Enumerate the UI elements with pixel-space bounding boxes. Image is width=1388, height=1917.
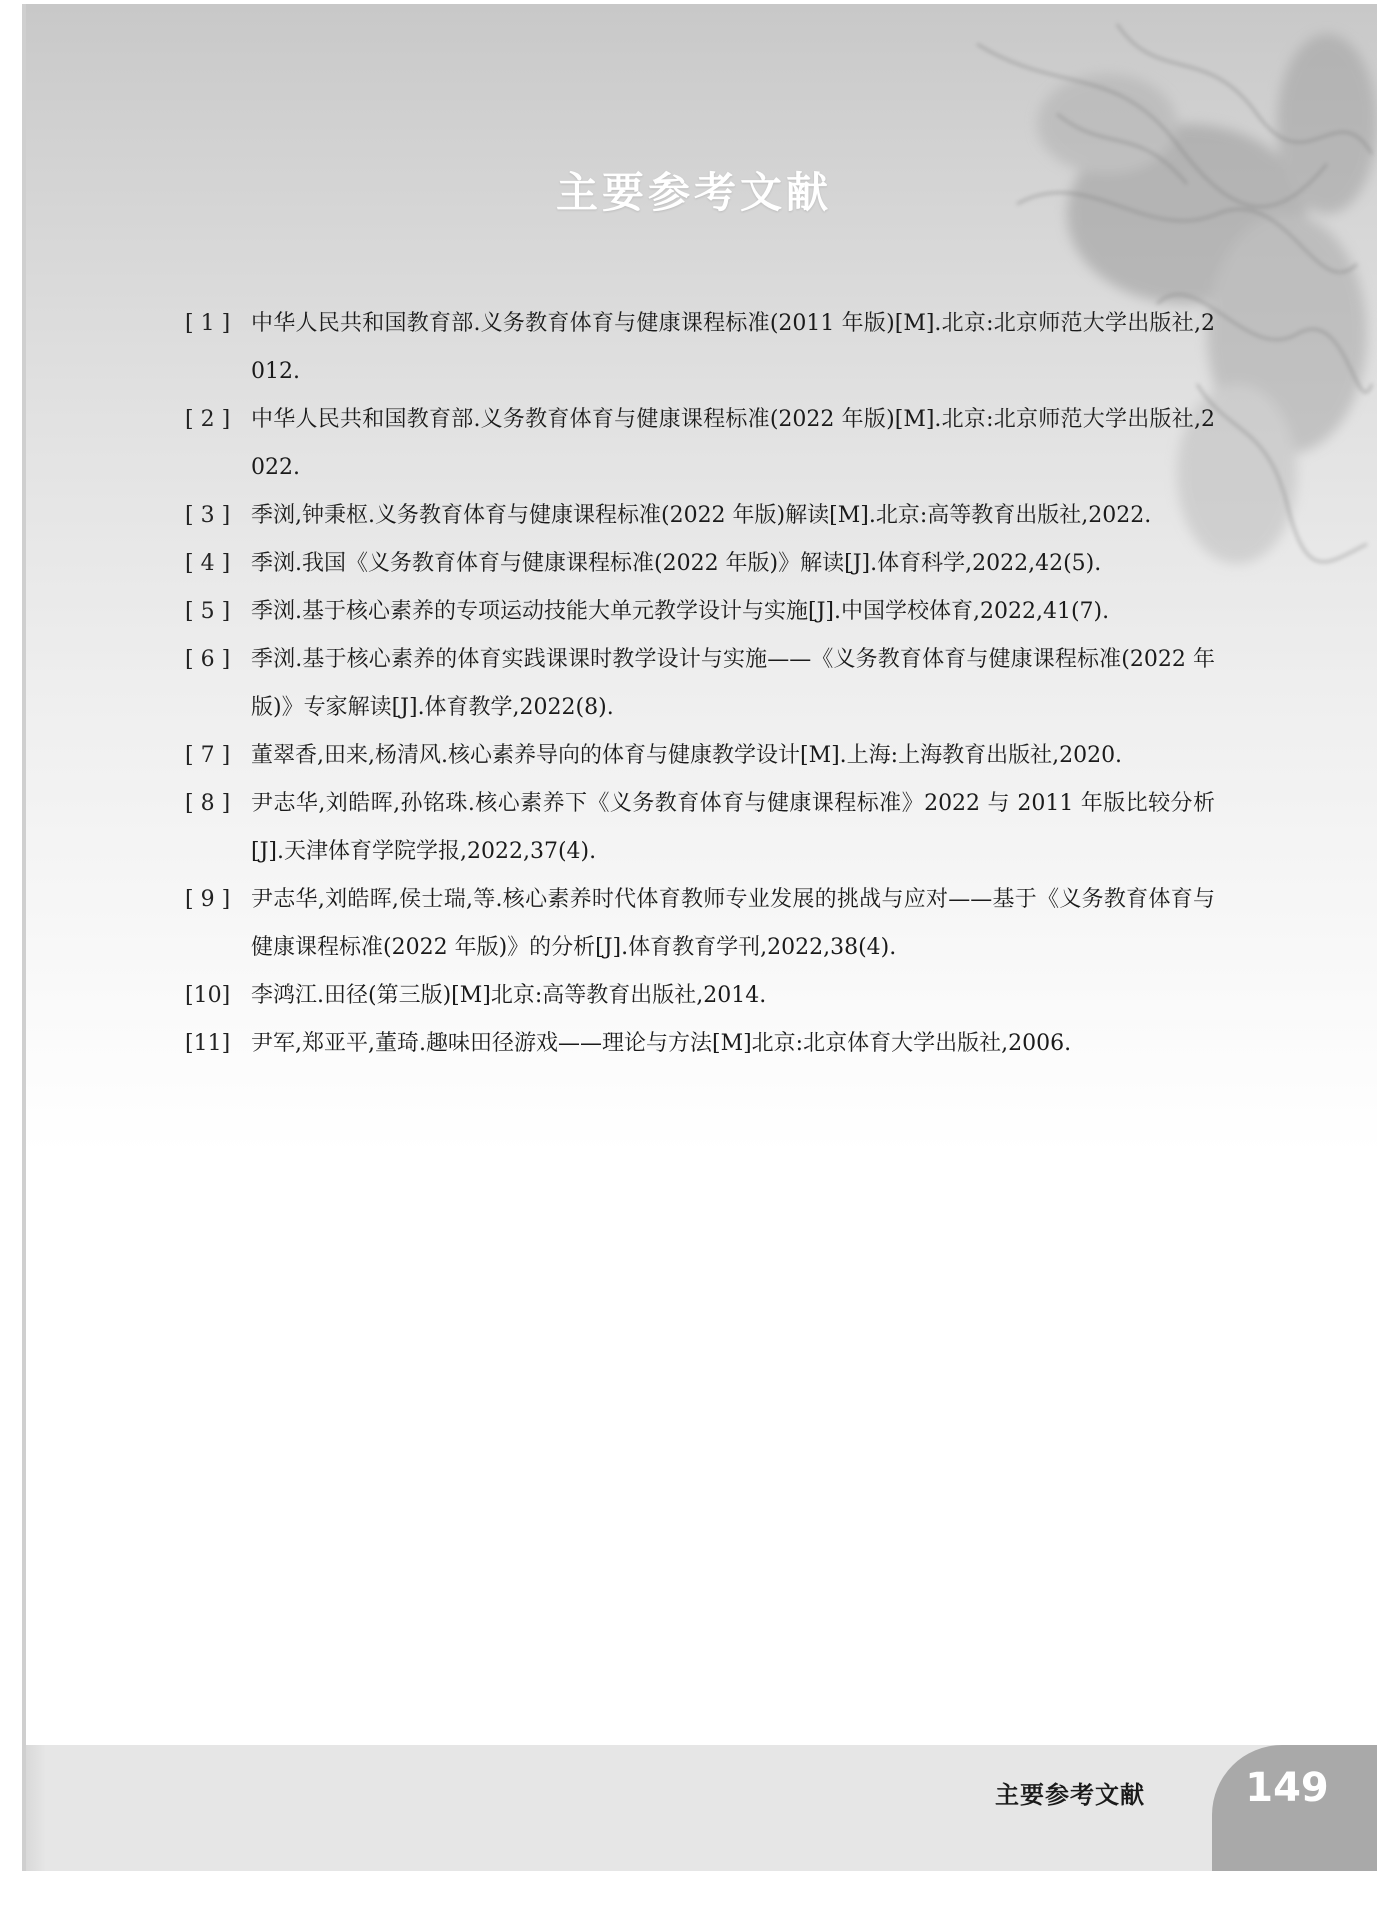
- reference-number: [ 2 ]: [185, 407, 231, 432]
- reference-item: [185, 540, 1215, 588]
- reference-text: 董翠香,田来,杨清风.核心素养导向的体育与健康教学设计[M].上海:上海教育出版社,2020.: [251, 743, 1123, 768]
- reference-text: 尹志华,刘皓晖,孙铭珠.核心素养下《义务教育体育与健康课程标准》2022 与 2011 年版比较分析[J].天津体育学院学报,2022,37(4).: [251, 791, 1215, 864]
- reference-number: [ 5 ]: [185, 599, 231, 624]
- reference-item: [185, 300, 1215, 396]
- reference-number: [11]: [185, 1031, 231, 1056]
- reference-item: [185, 732, 1215, 780]
- reference-number: [ 9 ]: [185, 887, 231, 912]
- reference-number: [ 8 ]: [185, 791, 231, 816]
- reference-text: 尹志华,刘皓晖,侯士瑞,等.核心素养时代体育教师专业发展的挑战与应对——基于《义务教育体育与健康课程标准(2022 年版)》的分析[J].体育教育学刊,2022,38(4).: [251, 887, 1215, 960]
- reference-item: [185, 876, 1215, 972]
- reference-text: 尹军,郑亚平,董琦.趣味田径游戏——理论与方法[M]北京:北京体育大学出版社,2006.: [251, 1031, 1072, 1056]
- reference-number: [ 3 ]: [185, 503, 231, 528]
- reference-list: [185, 300, 1215, 1068]
- reference-item: [185, 972, 1215, 1020]
- reference-item: [185, 1020, 1215, 1068]
- reference-text: 季浏.基于核心素养的体育实践课课时教学设计与实施——《义务教育体育与健康课程标准(2022 年版)》专家解读[J].体育教学,2022(8).: [251, 647, 1215, 720]
- reference-number: [ 6 ]: [185, 647, 231, 672]
- reference-text: 中华人民共和国教育部.义务教育体育与健康课程标准(2022 年版)[M].北京:北京师范大学出版社,2022.: [251, 407, 1215, 480]
- footer-bar: [22, 1745, 1377, 1871]
- page-title: 主要参考文献: [555, 168, 832, 217]
- reference-text: 李鸿江.田径(第三版)[M]北京:高等教育出版社,2014.: [251, 983, 767, 1008]
- reference-number: [ 4 ]: [185, 551, 231, 576]
- reference-item: [185, 636, 1215, 732]
- reference-text: 季浏,钟秉枢.义务教育体育与健康课程标准(2022 年版)解读[M].北京:高等教育出版社,2022.: [251, 503, 1152, 528]
- reference-item: [185, 492, 1215, 540]
- reference-item: [185, 588, 1215, 636]
- reference-number: [10]: [185, 983, 231, 1008]
- reference-item: [185, 780, 1215, 876]
- reference-item: [185, 396, 1215, 492]
- page-number: 149: [1245, 1765, 1329, 1811]
- reference-text: 季浏.基于核心素养的专项运动技能大单元教学设计与实施[J].中国学校体育,2022,41(7).: [251, 599, 1110, 624]
- footer-section-title: 主要参考文献: [995, 1781, 1145, 1809]
- reference-number: [ 1 ]: [185, 311, 231, 336]
- reference-text: 季浏.我国《义务教育体育与健康课程标准(2022 年版)》解读[J].体育科学,2022,42(5).: [251, 551, 1102, 576]
- bottom-margin: [0, 1871, 1388, 1917]
- reference-text: 中华人民共和国教育部.义务教育体育与健康课程标准(2011 年版)[M].北京:北京师范大学出版社,2012.: [251, 311, 1215, 384]
- reference-number: [ 7 ]: [185, 743, 231, 768]
